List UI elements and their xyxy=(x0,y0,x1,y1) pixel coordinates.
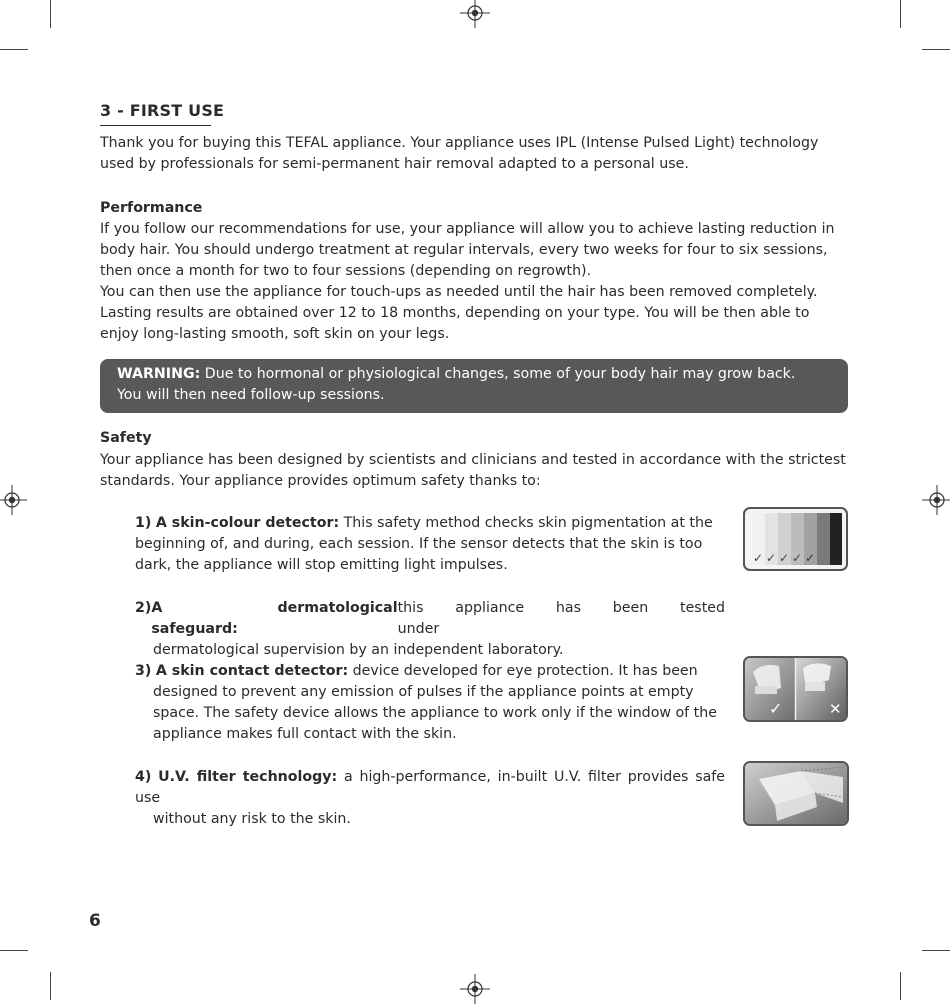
warning-line xyxy=(117,364,832,385)
crop-mark xyxy=(50,0,51,28)
item-label: A skin-colour detector: xyxy=(155,515,340,531)
uv-filter-graphic xyxy=(745,763,847,824)
svg-text:✓: ✓ xyxy=(792,551,803,565)
skin-contact-graphic xyxy=(745,658,846,720)
crop-mark xyxy=(922,49,950,50)
item-number: 1) xyxy=(135,515,152,531)
svg-text:✓: ✓ xyxy=(805,551,816,565)
item-number: 3) xyxy=(135,663,152,679)
item-text: this appliance has been tested under xyxy=(397,600,725,637)
text-line: enjoy long-lasting smooth, soft skin on your legs. xyxy=(100,326,450,342)
registration-mark-icon xyxy=(460,0,490,28)
svg-text:✓: ✓ xyxy=(769,699,783,718)
skin-tone-scale-icon xyxy=(743,507,848,571)
text-line: Lasting results are obtained over 12 to 18 months, depending on your type. You will be then able to xyxy=(100,305,810,321)
safety-item-dermatological xyxy=(135,598,725,661)
registration-mark-icon xyxy=(0,485,27,515)
item-label: U.V. filter technology: xyxy=(158,769,338,785)
crop-mark xyxy=(0,950,28,951)
section-title: 3 - FIRST USE xyxy=(100,101,211,126)
crop-mark xyxy=(900,0,901,28)
crop-mark xyxy=(0,49,28,50)
performance-heading: Performance xyxy=(100,200,203,216)
text-line: beginning of, and during, each session. If the sensor detects that the skin is too xyxy=(135,536,703,552)
text-line: Thank you for buying this TEFAL appliance. Your appliance uses IPL (Intense Pulsed Light) technology xyxy=(100,135,819,151)
crop-mark xyxy=(900,972,901,1000)
text-line xyxy=(135,661,725,682)
text-line: dermatological supervision by an independent laboratory. xyxy=(153,642,564,658)
skin-tone-scale-graphic xyxy=(745,509,846,569)
item-number: 4) xyxy=(135,769,152,785)
text-line xyxy=(135,598,725,640)
registration-mark-icon xyxy=(922,485,950,515)
intro-paragraph xyxy=(100,133,850,175)
text-line: designed to prevent any emission of pulses if the appliance points at empty xyxy=(153,684,694,700)
item-label: A skin contact detector: xyxy=(155,663,349,679)
page-number: 6 xyxy=(89,911,101,931)
svg-text:✓: ✓ xyxy=(753,551,764,565)
safety-heading: Safety xyxy=(100,430,152,446)
safety-item-skin-colour xyxy=(135,513,725,576)
uv-filter-icon xyxy=(743,761,849,826)
text-line: You can then use the appliance for touch-ups as needed until the hair has been removed completely. xyxy=(100,284,818,300)
item-text: a high-performance, in-built U.V. filter provides safe use xyxy=(135,769,726,806)
text-line: without any risk to the skin. xyxy=(153,811,351,827)
warning-text: Due to hormonal or physiological changes, some of your body hair may grow back. xyxy=(204,366,796,382)
svg-text:✓: ✓ xyxy=(779,551,790,565)
safety-item-uv-filter xyxy=(135,767,725,830)
text-line: space. The safety device allows the appliance to work only if the window of the xyxy=(153,705,717,721)
skin-contact-icon xyxy=(743,656,848,722)
text-line: standards. Your appliance provides optimum safety thanks to: xyxy=(100,473,541,489)
text-line xyxy=(135,767,725,809)
svg-text:✕: ✕ xyxy=(829,700,842,718)
item-text: This safety method checks skin pigmentation at the xyxy=(343,515,713,531)
performance-paragraph xyxy=(100,219,850,345)
safety-intro xyxy=(100,450,850,492)
text-line: appliance makes full contact with the skin. xyxy=(153,726,457,742)
item-label: A dermatological safeguard: xyxy=(151,600,398,637)
svg-text:✓: ✓ xyxy=(766,551,777,565)
safety-item-contact-detector xyxy=(135,661,725,745)
item-number: 2) xyxy=(135,600,152,616)
item-text: device developed for eye protection. It has been xyxy=(352,663,698,679)
text-line: dark, the appliance will stop emitting light impulses. xyxy=(135,557,508,573)
text-line: Your appliance has been designed by scientists and clinicians and tested in accordance with the strictest xyxy=(100,452,846,468)
text-line xyxy=(135,513,725,534)
warning-line-2: You will then need follow-up sessions. xyxy=(117,387,385,403)
crop-mark xyxy=(922,950,950,951)
text-line: If you follow our recommendations for use, your appliance will allow you to achieve lasting reduction in xyxy=(100,221,835,237)
text-line: used by professionals for semi-permanent hair removal adapted to a personal use. xyxy=(100,156,689,172)
warning-box xyxy=(100,359,848,413)
crop-mark xyxy=(50,972,51,1000)
text-line: body hair. You should undergo treatment at regular intervals, every two weeks for four to six sessions, xyxy=(100,242,828,258)
text-line: then once a month for two to four sessions (depending on regrowth). xyxy=(100,263,592,279)
warning-label: WARNING: xyxy=(117,366,201,382)
